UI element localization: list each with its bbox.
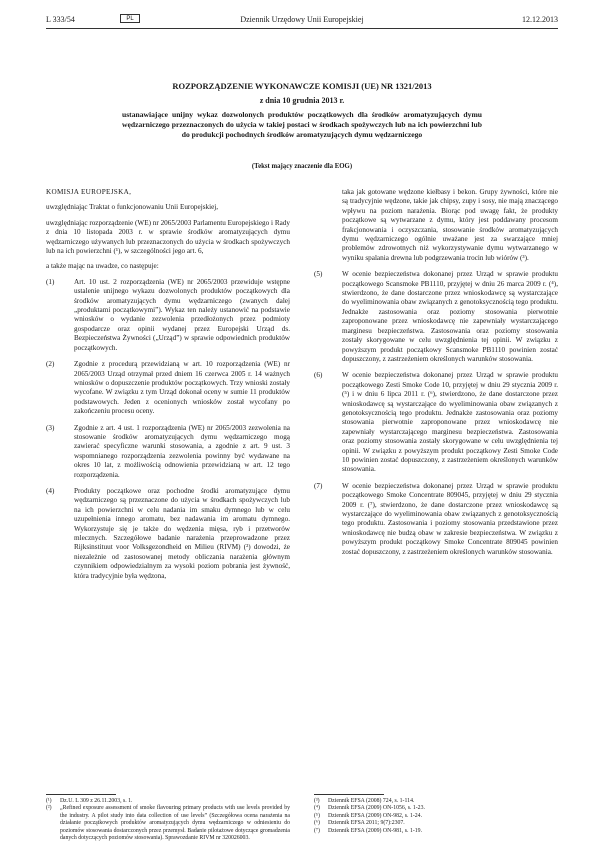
- recital-text: W ocenie bezpieczeństwa dokonanej przez Urząd w sprawie produktu początkowego Zesti Smoke Code 10, przyjętej w dniu 29 stycznia 2009 r. (⁵) i w dniu 6 lipca 2011 r. (⁶), stwierdzono, że dane dostarczone przez wnioskodawcę są wystarczające do wyeliminowania obaw związanych z genotoksycznością tego produktu. Jednakże zastosowania oraz poziomy stosowania pierwotnie zaproponowane przez wnioskodawcę nie zapewniały wystarczającego marginesu bezpieczeństwa. Zastosowania oraz poziomy stosowania zostały skorygowane w celu uwzględnienia tej opinii. W związku z powyższym produkt początkowy Zesti Smoke Code 10 powinien zostać dopuszczony, z zastrzeżeniem określonych warunków stosowania.: [342, 371, 558, 474]
- recital: [314, 270, 558, 364]
- recital-number: (3): [46, 423, 55, 432]
- footnote-number: (¹): [46, 798, 52, 804]
- recital-number: (6): [314, 371, 323, 380]
- recital-text: Art. 10 ust. 2 rozporządzenia (WE) nr 2065/2003 przewiduje wstępne ustalenie unijnego wykazu dozwolonych produktów początkowych dla środków aromatyzujących dymu wędzarniczego (zwanych dalej „produktami początkowymi”). Wykaz ten należy ustanowić na podstawie wniosków o wydanie zezwolenia przedłożonych przez podmioty gospodarcze oraz opinii wydanej przez Europejski Urząd ds. Bezpieczeństwa Żywności („Urząd”) w sprawie odpowiednich produktów początkowych.: [74, 277, 290, 352]
- page-reference: L 333/54: [46, 15, 75, 24]
- footnote-text: Dziennik EFSA (2009) ON-981, s. 1-19.: [328, 827, 423, 834]
- recital-number: (5): [314, 270, 323, 279]
- footnote-number: (⁴): [314, 805, 320, 812]
- footnote-divider: [46, 794, 116, 795]
- document-subject: ustanawiające unijny wykaz dozwolonych produktów początkowych dla środków aromatyzujących dymu wędzarniczego przeznaczonych do użycia w takiej postaci w środkach spożywczych lub na ich powierzchni lub do produkcji pochodnych środków aromatyzujących dymu wędzarniczego: [122, 110, 482, 140]
- recital-text: Zgodnie z art. 4 ust. 1 rozporządzenia (WE) nr 2065/2003 zezwolenia na stosowanie środków aromatyzujących dymu wędzarniczego mogą zawierać specyficzne warunki stosowania, a zgodnie z art. 9 ust. 3 wspomnianego rozporządzenia zezwolenia powinny być wydawane na okres 10 lat, z możliwością odnowienia przewidzianą w art. 12 tego rozporządzenia.: [74, 423, 290, 479]
- left-column: [46, 188, 290, 588]
- journal-name: Dziennik Urzędowy Unii Europejskiej: [240, 15, 364, 24]
- commission-heading: KOMISJA EUROPEJSKA,: [46, 188, 132, 196]
- footnote-text: Dziennik EFSA (2009) ON-1056, s. 1-23.: [328, 805, 425, 812]
- right-column: [314, 188, 558, 564]
- recital-text: W ocenie bezpieczeństwa dokonanej przez Urząd w sprawie produktu początkowego Smoke Concentrate 809045, przyjętej w dniu 29 stycznia 2009 r. (⁷), stwierdzono, że dane dostarczone przez wnioskodawcę są wystarczające do wyeliminowania obaw związanych z genotoksycznością tego produktu. Zastosowania i poziomy stosowania przedstawione przez wnioskodawcę nie budzą obaw w zakresie bezpieczeństwa. W związku z powyższym produkt początkowy Smoke Concentrate 809045 powinien zostać dopuszczony, z zastrzeżeniem określonych warunków stosowania.: [342, 481, 558, 556]
- recital: [314, 482, 558, 557]
- footnote-number: (⁵): [314, 812, 320, 819]
- recital-number: (1): [46, 277, 55, 286]
- whereas-intro: a także mając na uwadze, co następuje:: [46, 262, 159, 271]
- footnote: [46, 805, 290, 842]
- document-title: ROZPORZĄDZENIE WYKONAWCZE KOMISJI (UE) NR 1321/2013: [172, 81, 432, 91]
- recital-text: Zgodnie z procedurą przewidzianą w art. 10 rozporządzenia (WE) nr 2065/2003 Urząd otrzymał przed dniem 16 czerwca 2005 r. 14 ważnych wniosków o dopuszczenie produktów początkowych. Trzy wnioski zostały wycofane. W związku z tym Urząd dokonał oceny w sumie 11 produktów podstawowych. Jeden z ocenionych wniosków został wycofany po zakończeniu procesu oceny.: [74, 360, 290, 416]
- recital: [314, 371, 558, 474]
- recital: [46, 278, 290, 353]
- recital-number: (7): [314, 481, 323, 490]
- footnote: [314, 805, 558, 812]
- recital: [46, 487, 290, 581]
- footnote-text: Dziennik EFSA (2009) ON-982, s. 1-24.: [328, 812, 423, 819]
- recital: [46, 360, 290, 416]
- footnote-number: (²): [46, 805, 52, 812]
- footnote-number: (³): [314, 798, 320, 804]
- footnote-divider: [314, 794, 384, 795]
- page-header: [46, 12, 558, 28]
- recital-number: (2): [46, 360, 55, 369]
- footnote-number: (⁷): [314, 827, 320, 834]
- publication-date: 12.12.2013: [522, 15, 558, 24]
- citation-treaty: uwzględniając Traktat o funkcjonowaniu Unii Europejskiej,: [46, 203, 219, 212]
- recital-text: W ocenie bezpieczeństwa dokonanej przez Urząd w sprawie produktu początkowego Scansmoke PB1110, przyjętej w dniu 26 marca 2009 r. (⁴), stwierdzono, że dane dostarczone przez wnioskodawcę są wystarczające do wyeliminowania obaw związanych z genotoksycznością tego produktu. Jednakże zastosowania oraz poziomy stosowania pierwotnie zaproponowane przez wnioskodawcę nie zapewniały wystarczającego marginesu bezpieczeństwa. Zastosowania oraz poziomy stosowania zostały skorygowane w celu uwzględnienia tej opinii. W związku z powyższym produkt początkowy Scansmoke PB1110 powinien zostać dopuszczony, z zastrzeżeniem określonych warunków stosowania.: [342, 270, 558, 363]
- footnote-text: Dziennik EFSA (2008) 724, s. 1-114.: [328, 798, 415, 804]
- language-badge: PL: [120, 14, 140, 23]
- eea-relevance: (Tekst mający znaczenie dla EOG): [251, 163, 353, 170]
- footnotes-right: [314, 794, 558, 835]
- footnote: [314, 828, 558, 835]
- citation-regulation: uwzględniając rozporządzenie (WE) nr 2065/2003 Parlamentu Europejskiego i Rady z dnia 10 listopada 2003 r. w sprawie środków aromatyzujących dymu wędzarniczego używanych lub przeznaczonych do użycia w środkach spożywczych lub na ich powierzchni (¹), w szczególności jego art. 6,: [46, 218, 290, 256]
- footnote-text: Dziennik EFSA 2011; 9(7):2307.: [328, 820, 405, 827]
- header-divider: [46, 28, 558, 29]
- recital-number: (4): [46, 486, 55, 495]
- footnote-text: „Refined exposure assessment of smoke flavouring primary products with use levels provided by the industry. A pilot study into data collection of use levels” (Szczegółowa ocena narażenia na działanie początkowych produktów aromatyzujących dymu wędzarniczego w odniesieniu do poziomów stosowania dostarczonych przez przemysł. Badanie pilotażowe dotyczące gromadzenia danych dotyczących poziomów stosowania). Sprawozdanie RIVM nr 320026003.: [60, 805, 290, 842]
- footnote-text: Dz.U. L 309 z 26.11.2003, s. 1.: [60, 798, 133, 804]
- document-date: z dnia 10 grudnia 2013 r.: [259, 96, 345, 105]
- recital-text: Produkty początkowe oraz pochodne środki aromatyzujące dymu wędzarniczego są przeznaczone do użycia w środkach spożywczych lub na ich powierzchni w celu nadania im smaku dymnego lub w celu uzupełnienia innego aromatu, bez nadawania im aromatu dymnego. Wykorzystuje się je także do wędzenia mięsa, ryb i przetworów mlecznych. Szczegółowe badanie narażenia przeprowadzone przez Rijksinstituut voor Volksgezondheid en Milieu (RIVM) (²) dowodzi, że niezależnie od zastosowanej metody obliczania narażenia głównym czynnikiem odpowiedzialnym za wysoki poziom pobrania jest żywność, która tradycyjnie była wędzona,: [74, 486, 290, 580]
- recital: [46, 424, 290, 480]
- footnote-number: (⁶): [314, 820, 320, 827]
- footnotes-left: [46, 794, 290, 842]
- recital-continuation: taka jak gotowane wędzone kiełbasy i bekon. Grupy żywności, które nie są tradycyjnie wędzone, takie jak chipsy, zupy i sosy, nie mają znaczącego wpływu na poziom narażenia. Biorąc pod uwagę fakt, że produkty początkowe są wytwarzane z dymu, który jest poddawany procesom frakcjonowania i oczyszczania, stosowanie środków aromatyzujących dymu wędzarniczego ogólnie uważane jest za swarzające mniej problemów zdrowotnych niż wykorzystywanie dymu wytwarzanego w wyniku spalania drewna lub podgrzewania trocin lub wiórów (³).: [342, 188, 558, 262]
- footnote: [314, 820, 558, 827]
